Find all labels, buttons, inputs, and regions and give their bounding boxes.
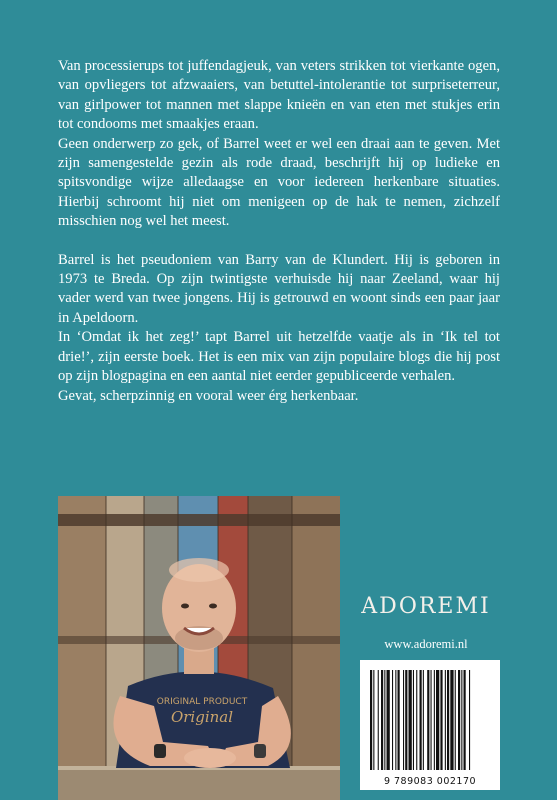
publisher-website: www.adoremi.nl [384,637,468,651]
barcode-bar [431,670,432,770]
publisher-logo: ADOREMI [361,594,491,619]
barcode-bar [381,670,383,770]
barcode-bar [458,670,460,770]
barcode-bar [455,670,456,770]
barcode-bar [395,670,396,770]
barcode-bar [464,670,466,770]
barcode-bars [360,660,500,790]
shirt-print-line-1: ORIGINAL PRODUCT [156,697,248,707]
barcode-bar [423,670,424,770]
barcode-bar [405,670,407,770]
shirt-print-line-2: Original [170,708,234,726]
barcode-bar [413,670,414,770]
isbn-barcode [360,660,500,790]
author-photo-illustration [58,496,340,800]
barcode-bar [440,670,442,770]
barcode-bar [436,670,439,770]
barcode-bar [384,670,385,770]
barcode-bar [409,670,412,770]
blurb-paragraph-3: Barrel is het pseudoniem van Barry van de Klundert. Hij is geboren in 1973 te Breda. Op zijn twintigste verhuisde hij naar Zeeland, waar hij vader werd van twee jongens. Hij is getrouwd en woont sinds een paar jaar in Apeldoorn. [58,251,500,326]
blurb-paragraph-2: Geen onderwerp zo gek, of Barrel weet er wel een draai aan te geven. Met zijn samengestelde gezin als rode draad, beschrijft hij op ludieke en spitsvondige wijze alledaagse en voor iedereen herkenbare situaties. Hierbij schroomt hij niet om menigeen op de hak te nemen, zichzelf misschien nog wel het meest. [58,135,500,230]
blurb-paragraph-1: Van processierups tot juffendagjeuk, van veters strikken tot vierkante ogen, van opvliegers tot afzwaaiers, van betuttel-intolerantie tot surpriseterreur, van girlpower tot mannen met slappe knieën en van eten met stukjes erin tot condooms met smaakjes eraan. [58,58,500,133]
blurb-paragraph-5: Gevat, scherpzinnig en vooral weer érg herkenbaar. [58,387,359,404]
barcode-bar [434,670,435,770]
isbn-number: 9 789083 002170 [383,776,477,787]
barcode-bar [420,670,422,770]
barcode-bar [469,670,470,770]
barcode-bar [373,670,374,770]
barcode-bar [378,670,379,770]
barcode-bar [370,670,372,770]
barcode-bar [392,670,393,770]
blurb-paragraph-4: In ‘Omdat ik het zeg!’ tapt Barrel uit hetzelfde vaatje als in ‘Ik tel tot drie!’, zijn eerste boek. Het is een mix van zijn populaire blogs die hij post op zijn blogpagina en een aantal niet eerder gepubliceerde verhalen. [58,329,500,385]
barcode-bar [447,670,449,770]
barcode-bar [416,670,417,770]
barcode-bar [387,670,390,770]
barcode-bar [461,670,462,770]
barcode-bar [403,670,404,770]
back-cover-blurb [58,57,500,406]
publisher-block [356,594,496,652]
author-photo [58,496,340,800]
barcode-bar [445,670,446,770]
barcode-bar [450,670,453,770]
barcode-bar [398,670,400,770]
barcode-bar [427,670,429,770]
